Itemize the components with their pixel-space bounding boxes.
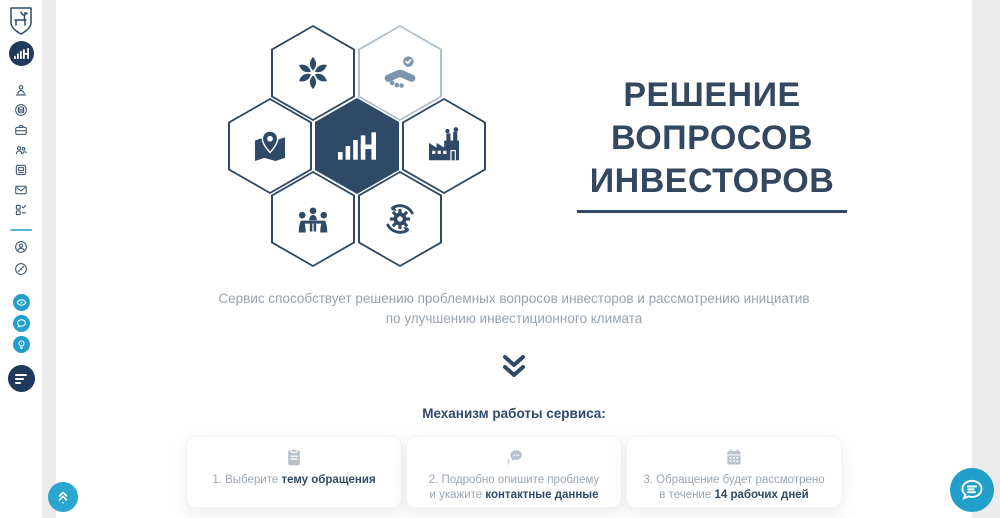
step-text-bold: контактные данные — [485, 489, 599, 501]
page-title-line: ВОПРОСОВ — [611, 119, 813, 157]
hero-subtitle-line: Сервис способствует решению проблемных вопросов инвесторов и рассмотрению инициатив — [218, 291, 810, 306]
factory-icon — [425, 127, 463, 165]
handshake-check-icon — [381, 54, 419, 92]
chat-bubbles-icon — [504, 447, 524, 467]
bar-chart-logo-icon — [338, 127, 376, 165]
profile-circle-icon[interactable] — [14, 240, 28, 254]
chat-bubble-lines-icon — [959, 477, 985, 503]
team-icon[interactable] — [14, 143, 28, 157]
terminal-card-icon[interactable] — [14, 163, 28, 177]
map-pin-icon — [251, 127, 289, 165]
sidebar-quick-actions — [13, 294, 30, 353]
investor-person-icon[interactable] — [14, 83, 28, 97]
step-text-normal: и укажите — [429, 489, 486, 501]
eye-accessibility-icon — [16, 297, 27, 308]
sidebar-nav — [14, 83, 28, 217]
nizhny-novgorod-crest-icon[interactable] — [8, 6, 34, 36]
step-text — [212, 473, 375, 488]
bar-chart-logo-icon — [14, 48, 29, 59]
idea-bulb-icon — [16, 339, 27, 350]
step-text — [429, 473, 600, 503]
sidebar — [0, 0, 42, 518]
double-chevron-up-icon — [55, 488, 71, 506]
step-card-1 — [186, 436, 402, 508]
step-text-bold: 14 рабочих дней — [714, 489, 809, 501]
feedback-chat-button[interactable] — [13, 315, 30, 332]
title-underline — [577, 210, 847, 213]
process-gear-icon — [381, 200, 419, 238]
mechanism-steps — [56, 436, 972, 508]
main-content — [56, 0, 972, 518]
page-title-line: РЕШЕНИЕ — [623, 76, 801, 114]
calendar-icon — [724, 447, 744, 467]
page-title-line: ИНВЕСТОРОВ — [589, 162, 835, 200]
idea-button[interactable] — [13, 336, 30, 353]
step-card-3 — [626, 436, 842, 508]
chat-bubble-icon — [16, 318, 27, 329]
hero-subtitle-line: по улучшению инвестиционного климата — [385, 311, 643, 326]
checklist-icon[interactable] — [14, 203, 28, 217]
page-title — [547, 74, 877, 213]
step-card-2 — [406, 436, 622, 508]
sidebar-menu-button[interactable] — [8, 365, 35, 392]
step-text — [643, 473, 824, 503]
compass-icon[interactable] — [14, 262, 28, 276]
briefcase-icon[interactable] — [14, 123, 28, 137]
hexagon-meeting — [271, 171, 355, 267]
sidebar-secondary-nav — [14, 240, 28, 276]
sidebar-divider — [10, 229, 32, 231]
coins-icon[interactable] — [14, 103, 28, 117]
step-text-normal: в течение — [659, 489, 715, 501]
step-text-normal: 2. Подробно опишите проблему — [428, 474, 600, 486]
clipboard-icon — [284, 447, 304, 467]
accessibility-button[interactable] — [13, 294, 30, 311]
double-chevron-down-icon[interactable] — [497, 352, 531, 382]
menu-lines-icon — [14, 373, 28, 385]
collaboration-knot-icon — [294, 54, 332, 92]
step-text-normal: 3. Обращение будет рассмотрено — [643, 474, 825, 486]
chat-widget-button[interactable] — [950, 468, 994, 512]
meeting-icon — [294, 200, 332, 238]
hexagon-illustration — [228, 22, 490, 270]
app-logo[interactable] — [9, 41, 34, 66]
mechanism-heading: Механизм работы сервиса: — [422, 406, 606, 421]
scroll-to-top-button[interactable] — [48, 482, 78, 512]
hero-subtitle — [56, 289, 972, 329]
mail-icon[interactable] — [14, 183, 28, 197]
step-text-bold: тему обращения — [281, 474, 376, 486]
hexagon-process — [358, 171, 442, 267]
scroll-hint — [56, 352, 972, 382]
step-text-normal: 1. Выберите — [212, 474, 282, 486]
